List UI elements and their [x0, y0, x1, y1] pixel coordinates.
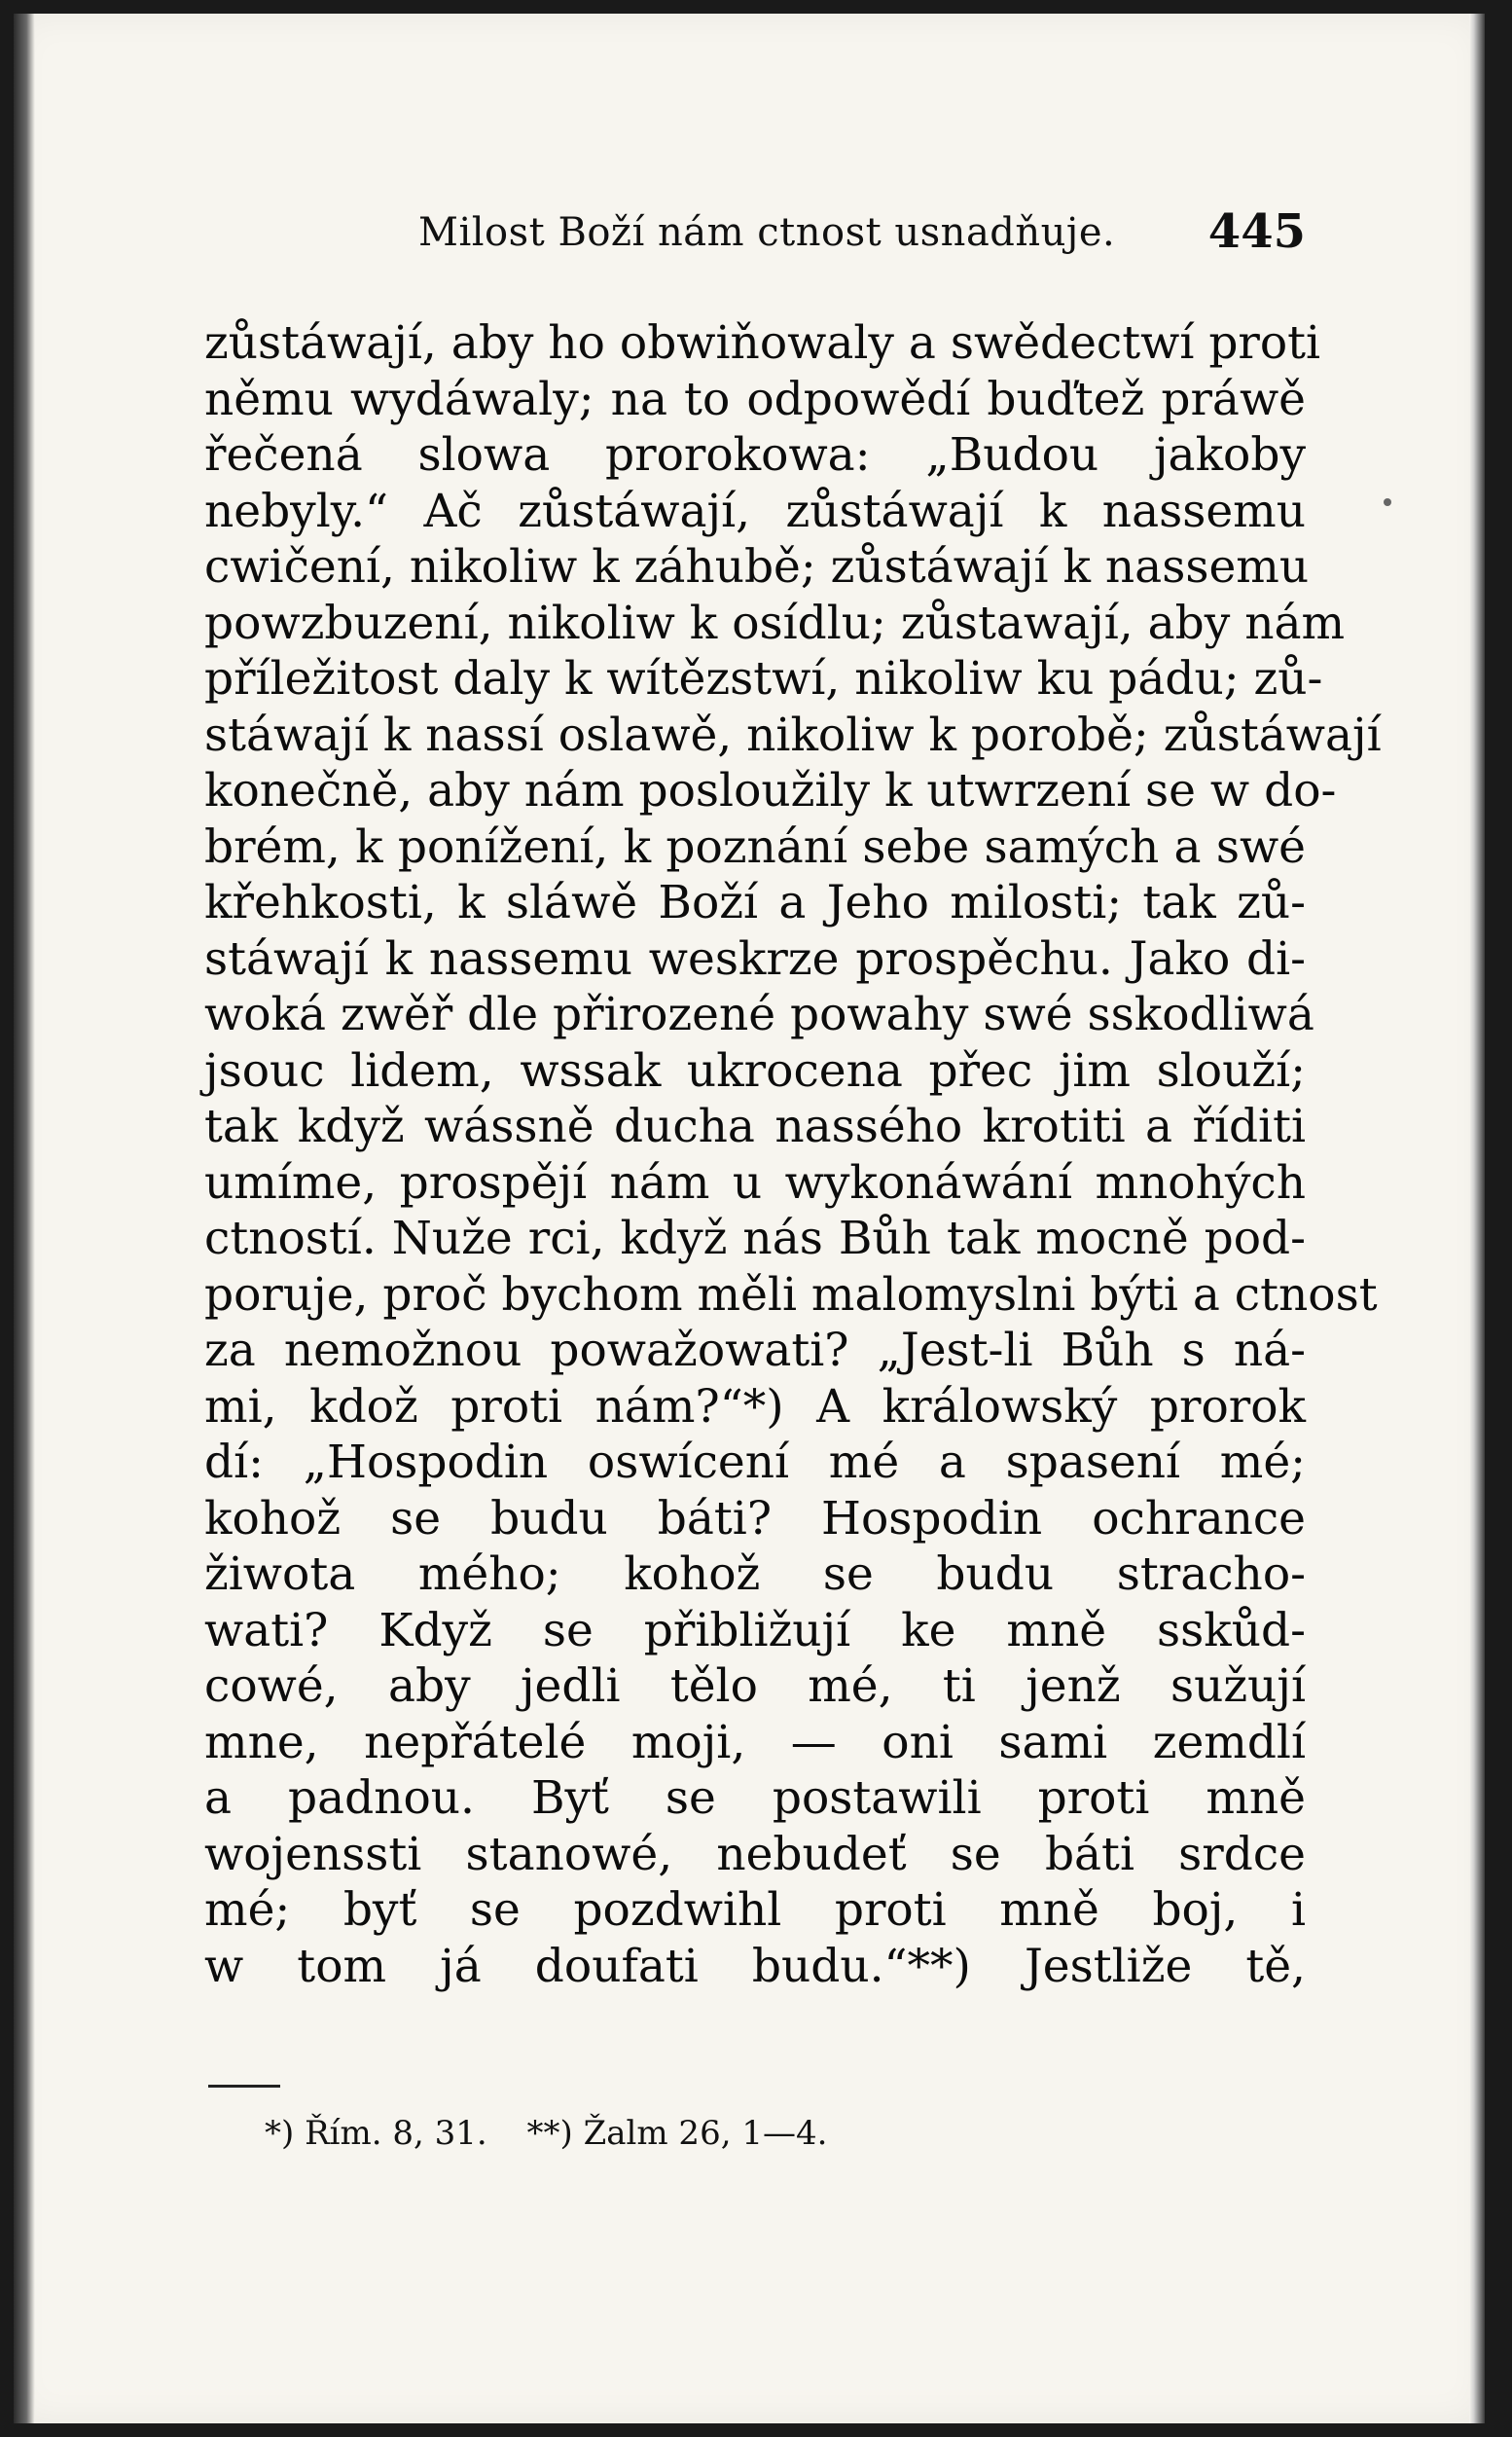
text-line: konečně, aby nám posloužily k utwrzení se w do- — [204, 764, 1337, 818]
body-text — [204, 315, 1382, 1994]
text-line: ctností. Nuže rci, když nás Bůh tak mocně pod- — [204, 1212, 1306, 1265]
text-line: žiwota mého; kohož se budu stracho- — [204, 1547, 1306, 1601]
text-line: zůstáwají, aby ho obwiňowaly a swědectwí proti — [204, 316, 1321, 370]
text-line: stáwají k nassemu weskrze prospěchu. Jako di- — [204, 931, 1306, 986]
footnote-1: *) Řím. 8, 31. — [265, 2114, 487, 2153]
text-line: řečená slowa prorokowa: „Budou jakoby — [204, 428, 1306, 482]
footnote-2: **) Žalm 26, 1—4. — [526, 2114, 828, 2153]
text-line: powzbuzení, nikoliw k osídlu; zůstawají, aby nám — [204, 596, 1346, 650]
text-line: nebyly.“ Ač zůstáwají, zůstáwají k nassemu — [204, 484, 1306, 538]
text-line: příležitost daly k wítězstwí, nikoliw ku pádu; zů- — [204, 652, 1323, 706]
text-line: brém, k ponížení, k poznání sebe samých a swé — [204, 819, 1306, 874]
book-page — [14, 14, 1485, 2423]
text-line: němu wydáwaly; na to odpowědí buďtež práwě — [204, 372, 1306, 426]
text-line: wati? Když se přibližují ke mně sskůd- — [204, 1603, 1306, 1657]
text-line: umíme, prospějí nám u wykonáwání mnohých — [204, 1155, 1306, 1210]
page-header — [204, 200, 1306, 269]
text-line: za nemožnou powažowati? „Jest-li Bůh s ná- — [204, 1324, 1306, 1377]
speck — [1384, 498, 1391, 506]
text-line: mé; byť se pozdwihl proti mně boj, i — [204, 1883, 1306, 1937]
footnotes — [265, 2114, 856, 2153]
text-line: jsouc lidem, wssak ukrocena přec jim slouží; — [204, 1043, 1306, 1098]
text-line: poruje, proč bychom měli malomyslni býti a ctnost — [204, 1267, 1378, 1322]
running-title: Milost Boží nám ctnost usnadňuje. — [418, 210, 1116, 255]
text-line: křehkosti, k sláwě Boží a Jeho milosti; tak zů- — [204, 876, 1306, 929]
text-line: dí: „Hospodin oswícení mé a spasení mé; — [204, 1436, 1306, 1489]
text-line: mne, nepřátelé moji, — oni sami zemdlí — [204, 1715, 1306, 1769]
text-line: kohož se budu báti? Hospodin ochrance — [204, 1491, 1306, 1546]
text-line: mi, kdož proti nám?“*) A králowský prorok — [204, 1379, 1306, 1434]
text-line: woká zwěř dle přirozené powahy swé sskodliwá — [204, 988, 1314, 1041]
page-number: 445 — [1207, 204, 1306, 259]
footnote-rule — [208, 2085, 280, 2088]
page-edge-shadow — [1469, 14, 1485, 2423]
text-line: cowé, aby jedli tělo mé, ti jenž sužují — [204, 1659, 1306, 1713]
text-line: w tom já doufati budu.“**) Jestliže tě, — [204, 1939, 1306, 1993]
text-line: a padnou. Byť se postawili proti mně — [204, 1771, 1306, 1825]
text-line: stáwají k nassí oslawě, nikoliw k porobě; zůstáwají — [204, 708, 1382, 762]
page-binding-shadow — [14, 14, 35, 2423]
text-line: cwičení, nikoliw k záhubě; zůstáwají k nassemu — [204, 540, 1310, 594]
text-line: wojenssti stanowé, nebudeť se báti srdce — [204, 1827, 1306, 1881]
text-line: tak když wássně ducha nassého krotiti a říditi — [204, 1100, 1306, 1153]
